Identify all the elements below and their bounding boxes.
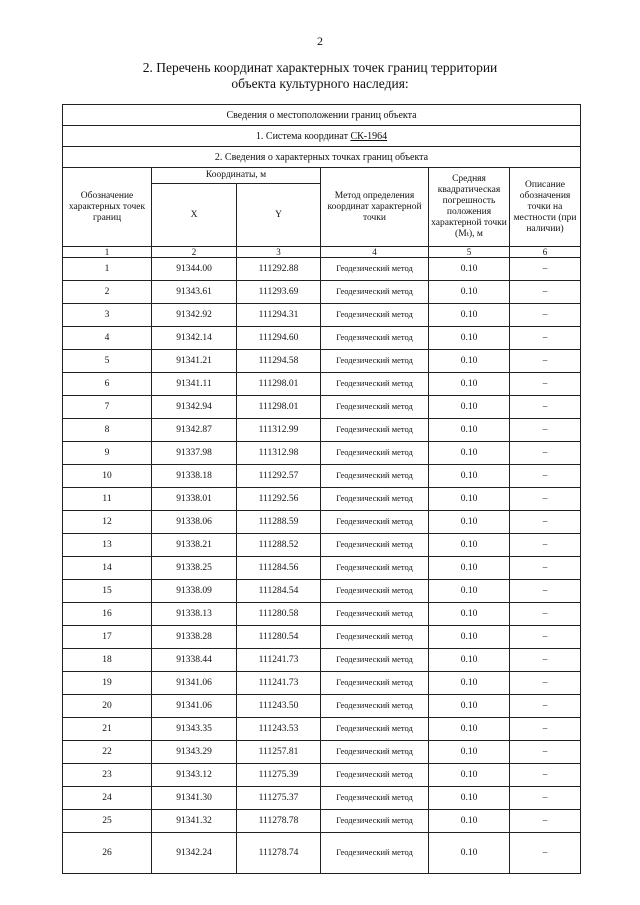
description: – bbox=[510, 258, 581, 281]
boundary-points-table bbox=[62, 104, 581, 874]
method-text: Геодезический метод bbox=[336, 723, 413, 733]
coordinate-system-row bbox=[63, 126, 581, 147]
point-number: 20 bbox=[63, 695, 152, 718]
table-row bbox=[63, 396, 581, 419]
error-value: 0.10 bbox=[429, 810, 510, 833]
coord-x: 91338.09 bbox=[152, 580, 237, 603]
method-text: Геодезический метод bbox=[336, 286, 413, 296]
method bbox=[321, 626, 429, 649]
point-number: 3 bbox=[63, 304, 152, 327]
coord-y: 111243.53 bbox=[237, 718, 321, 741]
method-text: Геодезический метод bbox=[336, 516, 413, 526]
error-value: 0.10 bbox=[429, 488, 510, 511]
error-value: 0.10 bbox=[429, 649, 510, 672]
header-description: Описание обозначения точки на местности (при наличии) bbox=[510, 168, 581, 247]
method bbox=[321, 787, 429, 810]
section-header: Сведения о местоположении границ объекта bbox=[63, 105, 581, 126]
method bbox=[321, 396, 429, 419]
method bbox=[321, 718, 429, 741]
coord-x: 91341.21 bbox=[152, 350, 237, 373]
table-row bbox=[63, 718, 581, 741]
description: – bbox=[510, 373, 581, 396]
header-y: Y bbox=[237, 184, 321, 247]
header-method: Метод определения координат характерной точки bbox=[321, 168, 429, 247]
column-number: 6 bbox=[510, 247, 581, 258]
table-row bbox=[63, 511, 581, 534]
page-number: 2 bbox=[317, 34, 323, 48]
point-number: 25 bbox=[63, 810, 152, 833]
coord-y: 111292.88 bbox=[237, 258, 321, 281]
document-title bbox=[60, 60, 580, 92]
error-value: 0.10 bbox=[429, 419, 510, 442]
coord-y: 111278.74 bbox=[237, 833, 321, 874]
coord-x: 91338.01 bbox=[152, 488, 237, 511]
coord-x: 91338.06 bbox=[152, 511, 237, 534]
method bbox=[321, 488, 429, 511]
header-designation: Обозначение характерных точек границ bbox=[63, 168, 152, 247]
error-value: 0.10 bbox=[429, 534, 510, 557]
coord-y: 111257.81 bbox=[237, 741, 321, 764]
table-row bbox=[63, 787, 581, 810]
description: – bbox=[510, 810, 581, 833]
method-text: Геодезический метод bbox=[336, 769, 413, 779]
column-number: 1 bbox=[63, 247, 152, 258]
coord-x: 91341.32 bbox=[152, 810, 237, 833]
description: – bbox=[510, 764, 581, 787]
coord-y: 111284.56 bbox=[237, 557, 321, 580]
point-number: 6 bbox=[63, 373, 152, 396]
description: – bbox=[510, 488, 581, 511]
description: – bbox=[510, 603, 581, 626]
method bbox=[321, 281, 429, 304]
method-text: Геодезический метод bbox=[336, 746, 413, 756]
description: – bbox=[510, 304, 581, 327]
error-value: 0.10 bbox=[429, 511, 510, 534]
method-text: Геодезический метод bbox=[336, 263, 413, 273]
method bbox=[321, 442, 429, 465]
description: – bbox=[510, 557, 581, 580]
description: – bbox=[510, 511, 581, 534]
error-value: 0.10 bbox=[429, 626, 510, 649]
coord-x: 91342.94 bbox=[152, 396, 237, 419]
point-number: 14 bbox=[63, 557, 152, 580]
coord-x: 91342.14 bbox=[152, 327, 237, 350]
table-row bbox=[63, 833, 581, 874]
table-row bbox=[63, 465, 581, 488]
table-row bbox=[63, 580, 581, 603]
point-number: 5 bbox=[63, 350, 152, 373]
method-text: Геодезический метод bbox=[336, 631, 413, 641]
method-text: Геодезический метод bbox=[336, 378, 413, 388]
column-number: 5 bbox=[429, 247, 510, 258]
coord-x: 91338.18 bbox=[152, 465, 237, 488]
description: – bbox=[510, 580, 581, 603]
error-value: 0.10 bbox=[429, 304, 510, 327]
point-number: 12 bbox=[63, 511, 152, 534]
method bbox=[321, 672, 429, 695]
column-number: 2 bbox=[152, 247, 237, 258]
coord-x: 91338.28 bbox=[152, 626, 237, 649]
method-text: Геодезический метод bbox=[336, 493, 413, 503]
point-number: 15 bbox=[63, 580, 152, 603]
method-text: Геодезический метод bbox=[336, 700, 413, 710]
description: – bbox=[510, 718, 581, 741]
point-number: 26 bbox=[63, 833, 152, 874]
coord-y: 111278.78 bbox=[237, 810, 321, 833]
method bbox=[321, 373, 429, 396]
coordinate-system-label: 1. Система координат bbox=[255, 130, 348, 142]
method-text: Геодезический метод bbox=[336, 792, 413, 802]
method-text: Геодезический метод bbox=[336, 401, 413, 411]
coord-x: 91341.11 bbox=[152, 373, 237, 396]
table-row bbox=[63, 534, 581, 557]
error-value: 0.10 bbox=[429, 764, 510, 787]
coord-y: 111312.98 bbox=[237, 442, 321, 465]
point-number: 18 bbox=[63, 649, 152, 672]
coord-y: 111312.99 bbox=[237, 419, 321, 442]
description: – bbox=[510, 649, 581, 672]
coord-y: 111280.58 bbox=[237, 603, 321, 626]
description: – bbox=[510, 695, 581, 718]
method bbox=[321, 649, 429, 672]
coord-y: 111292.57 bbox=[237, 465, 321, 488]
error-value: 0.10 bbox=[429, 833, 510, 874]
method bbox=[321, 764, 429, 787]
table-row bbox=[63, 672, 581, 695]
description: – bbox=[510, 442, 581, 465]
description: – bbox=[510, 833, 581, 874]
point-number: 24 bbox=[63, 787, 152, 810]
table-row bbox=[63, 350, 581, 373]
method bbox=[321, 810, 429, 833]
table-row bbox=[63, 304, 581, 327]
coord-y: 111280.54 bbox=[237, 626, 321, 649]
coord-x: 91338.13 bbox=[152, 603, 237, 626]
table-row bbox=[63, 695, 581, 718]
coord-y: 111275.39 bbox=[237, 764, 321, 787]
method-text: Геодезический метод bbox=[336, 677, 413, 687]
method-text: Геодезический метод bbox=[336, 654, 413, 664]
coord-y: 111241.73 bbox=[237, 649, 321, 672]
method bbox=[321, 557, 429, 580]
method bbox=[321, 258, 429, 281]
error-value: 0.10 bbox=[429, 465, 510, 488]
coord-y: 111294.58 bbox=[237, 350, 321, 373]
title-line-2: объекта культурного наследия: bbox=[231, 76, 409, 91]
coord-y: 111292.56 bbox=[237, 488, 321, 511]
table-row bbox=[63, 442, 581, 465]
description: – bbox=[510, 465, 581, 488]
coord-x: 91343.61 bbox=[152, 281, 237, 304]
coordinate-system-value: СК-1964 bbox=[350, 130, 388, 142]
table-row bbox=[63, 373, 581, 396]
point-number: 4 bbox=[63, 327, 152, 350]
point-number: 7 bbox=[63, 396, 152, 419]
point-number: 11 bbox=[63, 488, 152, 511]
method-text: Геодезический метод bbox=[336, 847, 413, 857]
point-number: 9 bbox=[63, 442, 152, 465]
method-text: Геодезический метод bbox=[336, 309, 413, 319]
method bbox=[321, 534, 429, 557]
method-text: Геодезический метод bbox=[336, 447, 413, 457]
coord-x: 91338.25 bbox=[152, 557, 237, 580]
error-value: 0.10 bbox=[429, 442, 510, 465]
error-value: 0.10 bbox=[429, 718, 510, 741]
coord-x: 91341.06 bbox=[152, 672, 237, 695]
method bbox=[321, 695, 429, 718]
coord-y: 111288.52 bbox=[237, 534, 321, 557]
coord-x: 91337.98 bbox=[152, 442, 237, 465]
coord-y: 111293.69 bbox=[237, 281, 321, 304]
points-info-label: 2. Сведения о характерных точках границ объекта bbox=[63, 147, 581, 168]
error-value: 0.10 bbox=[429, 350, 510, 373]
description: – bbox=[510, 419, 581, 442]
point-number: 22 bbox=[63, 741, 152, 764]
method-text: Геодезический метод bbox=[336, 539, 413, 549]
coord-y: 111294.60 bbox=[237, 327, 321, 350]
table-row bbox=[63, 488, 581, 511]
method-text: Геодезический метод bbox=[336, 585, 413, 595]
table-row bbox=[63, 258, 581, 281]
method bbox=[321, 833, 429, 874]
column-number: 4 bbox=[321, 247, 429, 258]
method bbox=[321, 603, 429, 626]
point-number: 10 bbox=[63, 465, 152, 488]
coord-y: 111275.37 bbox=[237, 787, 321, 810]
coord-y: 111243.50 bbox=[237, 695, 321, 718]
error-value: 0.10 bbox=[429, 373, 510, 396]
coord-x: 91342.87 bbox=[152, 419, 237, 442]
method-text: Геодезический метод bbox=[336, 332, 413, 342]
error-value: 0.10 bbox=[429, 258, 510, 281]
error-value: 0.10 bbox=[429, 557, 510, 580]
error-value: 0.10 bbox=[429, 580, 510, 603]
table-row bbox=[63, 281, 581, 304]
error-value: 0.10 bbox=[429, 695, 510, 718]
coord-y: 111284.54 bbox=[237, 580, 321, 603]
description: – bbox=[510, 281, 581, 304]
table-row bbox=[63, 649, 581, 672]
description: – bbox=[510, 534, 581, 557]
table-row bbox=[63, 764, 581, 787]
coord-y: 111241.73 bbox=[237, 672, 321, 695]
method-text: Геодезический метод bbox=[336, 608, 413, 618]
point-number: 16 bbox=[63, 603, 152, 626]
description: – bbox=[510, 350, 581, 373]
point-number: 2 bbox=[63, 281, 152, 304]
method bbox=[321, 465, 429, 488]
point-number: 21 bbox=[63, 718, 152, 741]
method bbox=[321, 350, 429, 373]
error-value: 0.10 bbox=[429, 787, 510, 810]
coord-x: 91342.24 bbox=[152, 833, 237, 874]
method-text: Геодезический метод bbox=[336, 470, 413, 480]
header-x: X bbox=[152, 184, 237, 247]
point-number: 17 bbox=[63, 626, 152, 649]
error-value: 0.10 bbox=[429, 281, 510, 304]
description: – bbox=[510, 672, 581, 695]
point-number: 23 bbox=[63, 764, 152, 787]
column-number: 3 bbox=[237, 247, 321, 258]
coord-x: 91338.21 bbox=[152, 534, 237, 557]
method bbox=[321, 741, 429, 764]
method bbox=[321, 327, 429, 350]
description: – bbox=[510, 396, 581, 419]
table-row bbox=[63, 626, 581, 649]
description: – bbox=[510, 327, 581, 350]
method-text: Геодезический метод bbox=[336, 815, 413, 825]
method-text: Геодезический метод bbox=[336, 562, 413, 572]
method bbox=[321, 419, 429, 442]
point-number: 1 bbox=[63, 258, 152, 281]
error-value: 0.10 bbox=[429, 741, 510, 764]
error-value: 0.10 bbox=[429, 396, 510, 419]
method bbox=[321, 304, 429, 327]
coord-x: 91338.44 bbox=[152, 649, 237, 672]
coord-y: 111298.01 bbox=[237, 396, 321, 419]
table-row bbox=[63, 741, 581, 764]
description: – bbox=[510, 626, 581, 649]
coord-x: 91341.30 bbox=[152, 787, 237, 810]
error-value: 0.10 bbox=[429, 327, 510, 350]
error-value: 0.10 bbox=[429, 672, 510, 695]
method bbox=[321, 511, 429, 534]
coord-x: 91342.92 bbox=[152, 304, 237, 327]
point-number: 19 bbox=[63, 672, 152, 695]
coord-x: 91344.00 bbox=[152, 258, 237, 281]
coord-x: 91341.06 bbox=[152, 695, 237, 718]
table-row bbox=[63, 603, 581, 626]
table-row bbox=[63, 557, 581, 580]
coord-x: 91343.12 bbox=[152, 764, 237, 787]
header-error: Средняя квадратическая погрешность положения характерной точки (Mₜ), м bbox=[429, 168, 510, 247]
point-number: 13 bbox=[63, 534, 152, 557]
point-number: 8 bbox=[63, 419, 152, 442]
method-text: Геодезический метод bbox=[336, 424, 413, 434]
method-text: Геодезический метод bbox=[336, 355, 413, 365]
description: – bbox=[510, 741, 581, 764]
method bbox=[321, 580, 429, 603]
table-row bbox=[63, 810, 581, 833]
coord-x: 91343.35 bbox=[152, 718, 237, 741]
coord-y: 111294.31 bbox=[237, 304, 321, 327]
coord-x: 91343.29 bbox=[152, 741, 237, 764]
table-row bbox=[63, 327, 581, 350]
title-line-1: 2. Перечень координат характерных точек границ территории bbox=[142, 60, 498, 75]
table-row bbox=[63, 419, 581, 442]
coord-y: 111298.01 bbox=[237, 373, 321, 396]
description: – bbox=[510, 787, 581, 810]
coord-y: 111288.59 bbox=[237, 511, 321, 534]
error-value: 0.10 bbox=[429, 603, 510, 626]
header-coordinates: Координаты, м bbox=[152, 168, 321, 184]
